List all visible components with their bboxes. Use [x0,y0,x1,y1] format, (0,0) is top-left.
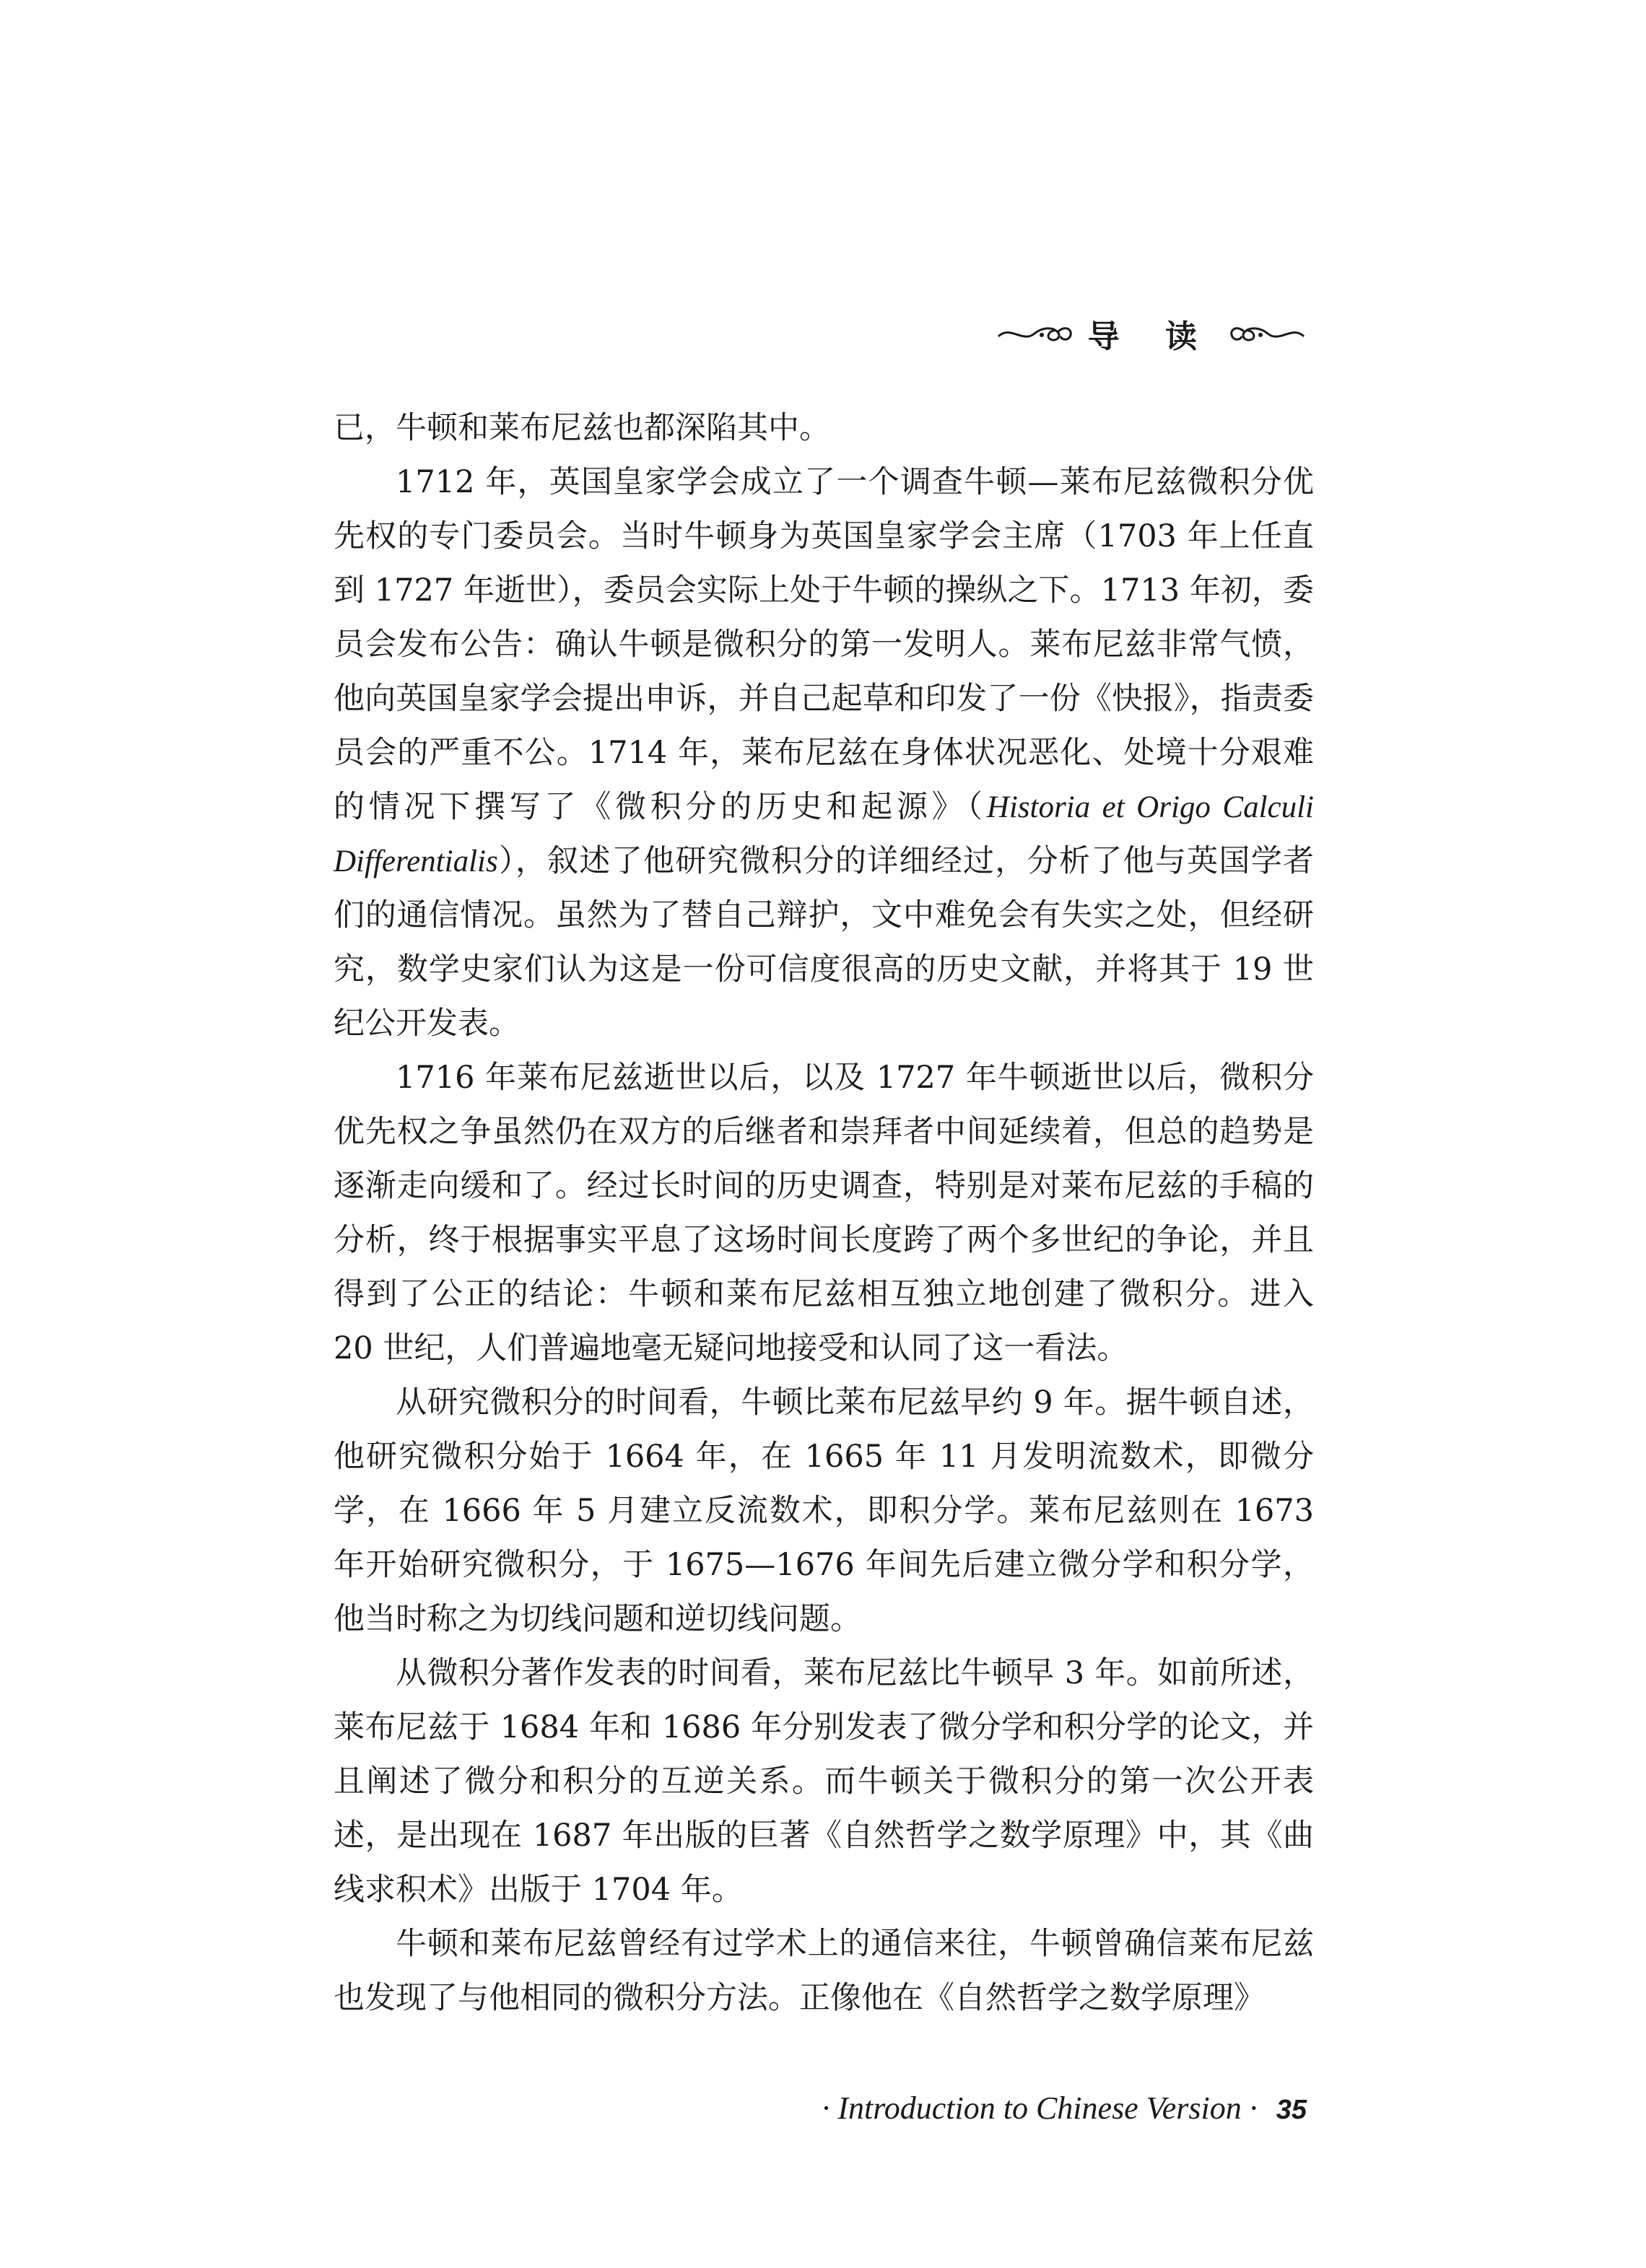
section-title: 导 读 [1087,318,1214,355]
page-number: 35 [1276,2095,1307,2125]
body-text [334,401,1314,2025]
page-footer [822,2090,1307,2127]
right-flourish-ornament-icon [1227,319,1307,348]
paragraph-text-continued: ），叙述了他研究微积分的详细经过，分析了他与英国学者们的通信情况。虽然为了替自己辩护，文中难免会有失实之处，但经研究，数学史家们认为这是一份可信度很高的历史文献，并将其于 19 世纪公开发表。 [334,843,1314,1042]
running-title: · Introduction to Chinese Version · [822,2090,1258,2126]
paragraph-text: 1712 年，英国皇家学会成立了一个调查牛顿—莱布尼兹微积分优先权的专门委员会。当时牛顿身为英国皇家学会主席（1703 年上任直到 1727 年逝世），委员会实际上处于牛顿的操纵之下。1713 年初，委员会发布公告：确认牛顿是微积分的第一发明人。莱布尼兹非常气愤，他向英国皇家学会提出申诉，并自己起草和印发了一份《快报》，指责委员会的严重不公。1714 年，莱布尼兹在身体状况恶化、处境十分艰难的情况下撰写了《微积分的历史和起源》（ [334,464,1314,825]
paragraph-correspondence: 牛顿和莱布尼兹曾经有过学术上的通信来往，牛顿曾确信莱布尼兹也发现了与他相同的微积分方法。正像他在《自然哲学之数学原理》 [334,1926,1314,2016]
paragraph-publication-timeline: 从微积分著作发表的时间看，莱布尼兹比牛顿早 3 年。如前所述，莱布尼兹于 1684 年和 1686 年分别发表了微分学和积分学的论文，并且阐述了微分和积分的互逆关系。而牛顿关于微积分的第一次公开表述，是出现在 1687 年出版的巨著《自然哲学之数学原理》中，其《曲线求积术》出版于 1704 年。 [334,1655,1314,1908]
paragraph-dispute-resolution: 1716 年莱布尼兹逝世以后，以及 1727 年牛顿逝世以后，微积分优先权之争虽然仍在双方的后继者和崇拜者中间延续着，但总的趋势是逐渐走向缓和了。经过长时间的历史调查，特别是对莱布尼兹的手稿的分析，终于根据事实平息了这场时间长度跨了两个多世纪的争论，并且得到了公正的结论：牛顿和莱布尼兹相互独立地创建了微积分。进入 20 世纪，人们普遍地毫无疑问地接受和认同了这一看法。 [334,1060,1314,1366]
running-header [996,310,1307,357]
latin-title: Historia et Origo Calculi Differentialis [334,790,1315,878]
left-flourish-ornament-icon [996,319,1075,348]
paragraph-continued: 已，牛顿和莱布尼兹也都深陷其中。 [334,410,830,446]
paragraph-research-timeline: 从研究微积分的时间看，牛顿比莱布尼兹早约 9 年。据牛顿自述，他研究微积分始于 1664 年，在 1665 年 11 月发明流数术，即微分学，在 1666 年 5 月建立反流数术，即积分学。莱布尼兹则在 1673 年开始研究微积分，于 1675—1676 年间先后建立微分学和积分学，他当时称之为切线问题和逆切线问题。 [334,1384,1314,1637]
paragraph-royal-society-committee [334,455,1314,1051]
